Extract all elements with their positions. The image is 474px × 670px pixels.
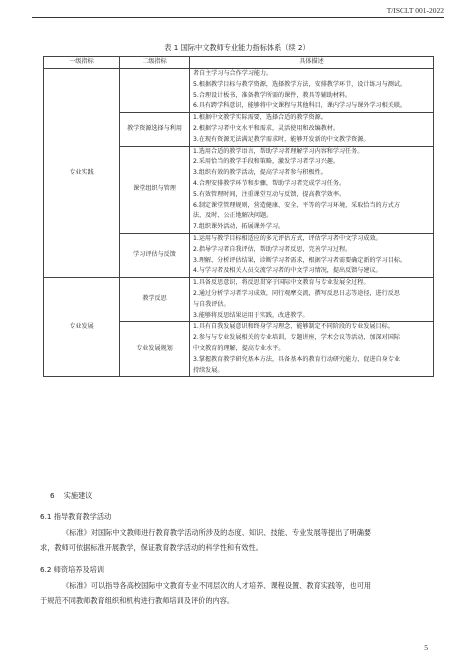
description-cell [190,233,434,277]
paragraph-line: 《标准》对国际中文教师进行教育教学活动所涉及的态度、知识、技能、专业发展等提出了明确要 [62,528,372,537]
paragraph-line: 求，教师可依据标准开展教学，保证教育教学活动的科学性和有效性。 [40,543,263,552]
description-line: 7.组织课外活动，拓展课外学习。 [193,223,285,231]
description-line: 3.组织有效的教学活动，提高学习者参与积极性。 [193,169,327,177]
description-line: 5.根据教学目标与教学资源，选择教学方法，安排教学环节，设计练习与测试。 [193,80,407,88]
description-line: 5.合理设计板书，准备教学所需的课件，教具等辅助材料。 [193,91,352,99]
description-line: 2.指导学习者自我评估，帮助学习者反思，完善学习过程。 [193,245,352,253]
level2-cell-planning: 专业发展规划 [120,322,190,377]
paragraph-line: 于规范不同教师教育组织和机构进行教师培训及评价的内容。 [40,596,235,605]
column-header-level1: 一级指标 [44,57,120,69]
description-line: 3.能够将反思结果运用于实践，改进教学。 [193,311,309,319]
table-caption: 表 1 国际中文教师专业能力指标体系（续 2） [164,43,310,52]
level1-cell-development: 专业发展 [44,278,120,377]
description-line: 1.根据中文教学实际需要，选择合适的教学资源。 [193,114,327,122]
section-heading [50,491,92,501]
description-line: 中文教育的理解，提高专业水平。 [193,344,285,352]
level1-cell-practice: 专业实践 [44,69,120,278]
indicator-table [43,56,434,377]
paragraph-line: 《标准》可以指导各高校国际中文教育专业不同层次的人才培养、课程设置、教育实践等，也可用 [62,581,372,590]
level2-cell-resources: 教学资源选择与利用 [120,113,190,146]
description-line: 4.与学习者及相关人员交流学习者的中文学习情况，提出反馈与建议。 [193,267,382,275]
description-line: 6.具有跨学科意识，能够将中文课程与其他科目，课内学习与课外学习相关联。 [193,102,407,110]
description-line: 1.运用与教学目标相适应的多元评估方式，评估学习者中文学习成效。 [193,234,382,242]
subsection-heading-6-1: 6.1 指导教育教学活动 [40,512,112,521]
description-line: 6.制定课堂管理规则，营造健康、安全、平等的学习环境，采取恰当的方式方 [193,201,400,209]
section-number: 6 [50,491,55,500]
description-cell [190,146,434,233]
table-row [44,69,434,113]
column-header-level2: 二级指标 [120,57,190,69]
description-line: 法，及时、公正地解决问题。 [193,212,273,220]
description-line: 3.掌握教育教学研究基本方法，具备基本的教育行动研究能力，促进自身专业 [193,355,400,363]
description-line: 1.具备反思意识，将反思贯穿于国际中文教育与专业发展全过程。 [193,279,370,287]
level2-cell-continued [120,69,190,113]
header-rule [32,17,444,18]
table-header-row [44,57,434,69]
level2-cell-assessment: 学习评估与反馈 [120,233,190,277]
level2-cell-reflection: 教学反思 [120,278,190,322]
description-line: 2.通过分析学习者学习成效，同行观摩交流，撰写反思日志等途径，进行反思 [193,289,400,297]
description-line: 5.有效管理时间，注重课堂互动与反馈，提高教学效率。 [193,190,346,198]
description-line: 3.理解、分析评估结果，诊断学习者需求，根据学习者需要确定新的学习目标。 [193,256,407,264]
description-cell [190,322,434,377]
description-line: 2.参与与专业发展相关的专业培训，专题讲座，学术会议等活动，加深对国际 [193,334,400,342]
description-line: 1.具有自我发展意识和终身学习理念，能够制定不同阶段的专业发展目标。 [193,323,394,331]
level2-cell-classroom: 课堂组织与管理 [120,146,190,233]
subsection-heading-6-2: 6.2 师资培养及培训 [40,565,105,574]
page-number: 5 [424,643,428,652]
description-cell [190,113,434,146]
paragraph-6-2 [40,578,440,608]
description-line: 者自主学习与合作学习能力。 [193,70,273,77]
description-line: 2.采用恰当的教学手段和策略，激发学习者学习兴趣。 [193,158,339,166]
section-title: 实施建议 [63,491,93,500]
description-line: 持续发展。 [193,366,224,374]
description-line: 4.合理安排教学环节和步骤，帮助学习者完成学习任务。 [193,179,346,187]
description-line: 3.在现有资源无法满足教学需求时，能够开发新的中文教学资源。 [193,135,370,143]
description-line: 1.选用合适的教学语言，帮助学习者理解学习内容和学习任务。 [193,147,364,155]
description-cell [190,278,434,322]
paragraph-6-1 [40,525,440,555]
description-cell [190,69,434,113]
document-code: T/ISCLT 001-2022 [386,6,444,15]
table-row [44,278,434,322]
description-line: 2.根据学习者中文水平和需求，灵活使用和改编教材。 [193,124,339,132]
column-header-description: 具体描述 [190,57,434,69]
description-line: 与自我评估。 [193,300,230,308]
